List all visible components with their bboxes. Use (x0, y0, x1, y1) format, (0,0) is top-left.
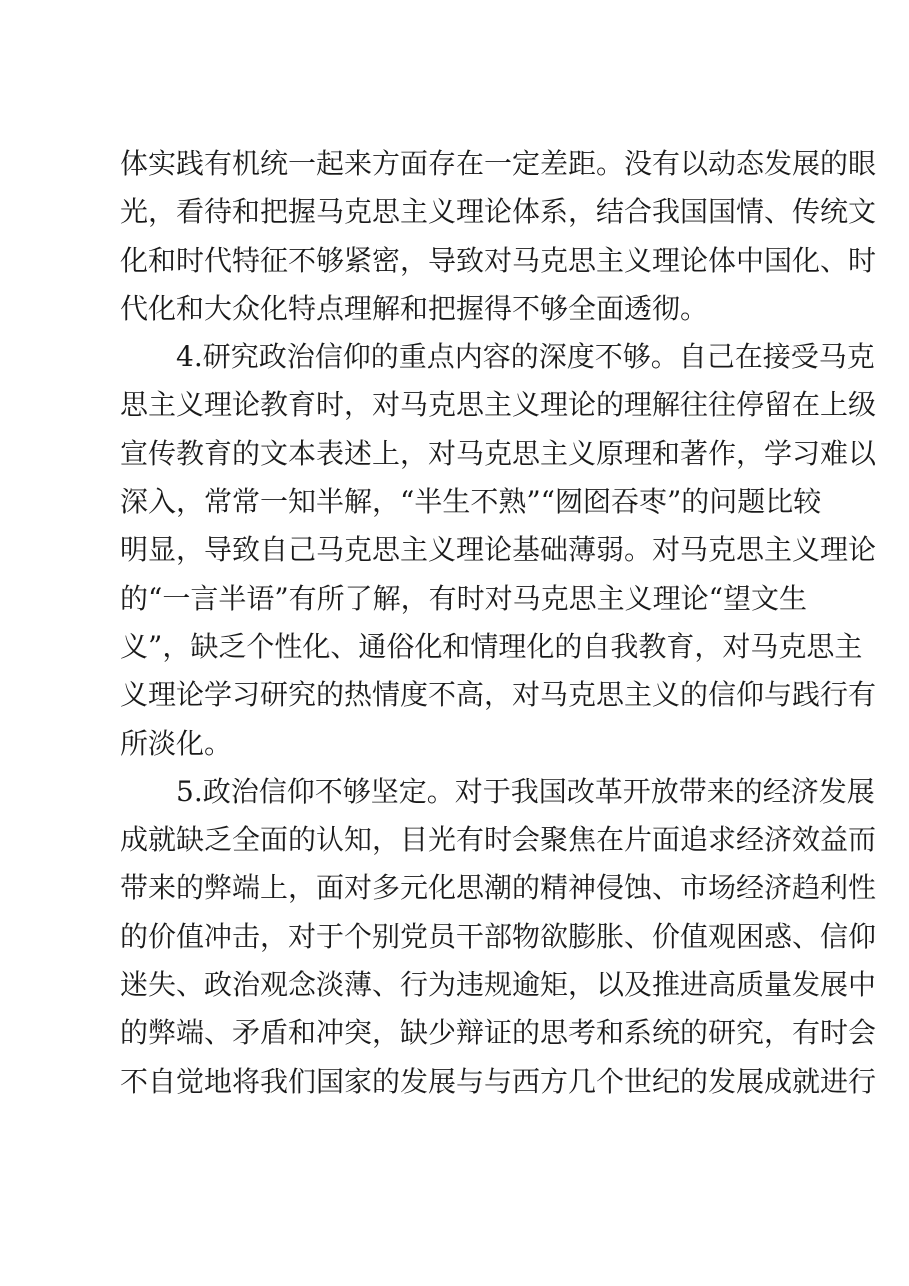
text-line: 5.政治信仰不够坚定。对于我国改革开放带来的经济发展 (176, 774, 875, 808)
text-line: 的“一言半语”有所了解，有时对马克思主义理论“望文生 (120, 581, 807, 615)
text-line: 成就缺乏全面的认知，目光有时会聚焦在片面追求经济效益而 (120, 823, 877, 857)
text-line: 的价值冲击，对于个别党员干部物欲膨胀、价值观困惑、信仰 (120, 919, 877, 953)
text-line: 体实践有机统一起来方面存在一定差距。没有以动态发展的眼 (120, 147, 877, 180)
text-line: 的弊端、矛盾和冲突，缺少辩证的思考和系统的研究，有时会 (120, 1016, 877, 1050)
text-line: 所淡化。 (120, 726, 233, 760)
document-body (120, 140, 877, 1106)
text-line: 不自觉地将我们国家的发展与与西方几个世纪的发展成就进行 (120, 1064, 877, 1098)
text-line: 思主义理论教育时，对马克思主义理论的理解往往停留在上级 (120, 388, 877, 422)
text-line: 义”，缺乏个性化、通俗化和情理化的自我教育，对马克思主 (120, 629, 863, 663)
text-line: 明显，导致自己马克思主义理论基础薄弱。对马克思主义理论 (120, 533, 877, 567)
text-line: 带来的弊端上，面对多元化思潮的精神侵蚀、市场经济趋利性 (120, 871, 877, 905)
text-line: 4.研究政治信仰的重点内容的深度不够。自己在接受马克 (176, 340, 875, 374)
text-line: 代化和大众化特点理解和把握得不够全面透彻。 (120, 291, 709, 325)
text-line: 义理论学习研究的热情度不高，对马克思主义的信仰与践行有 (120, 678, 877, 712)
text-line: 迷失、政治观念淡薄、行为违规逾矩，以及推进高质量发展中 (120, 968, 877, 1002)
text-line: 宣传教育的文本表述上，对马克思主义原理和著作，学习难以 (120, 436, 877, 470)
text-line: 深入，常常一知半解，“半生不熟”“囫囵吞枣”的问题比较 (120, 485, 822, 519)
text-line: 光，看待和把握马克思主义理论体系，结合我国国情、传统文 (120, 195, 877, 229)
text-line: 化和时代特征不够紧密，导致对马克思主义理论体中国化、时 (120, 243, 877, 277)
